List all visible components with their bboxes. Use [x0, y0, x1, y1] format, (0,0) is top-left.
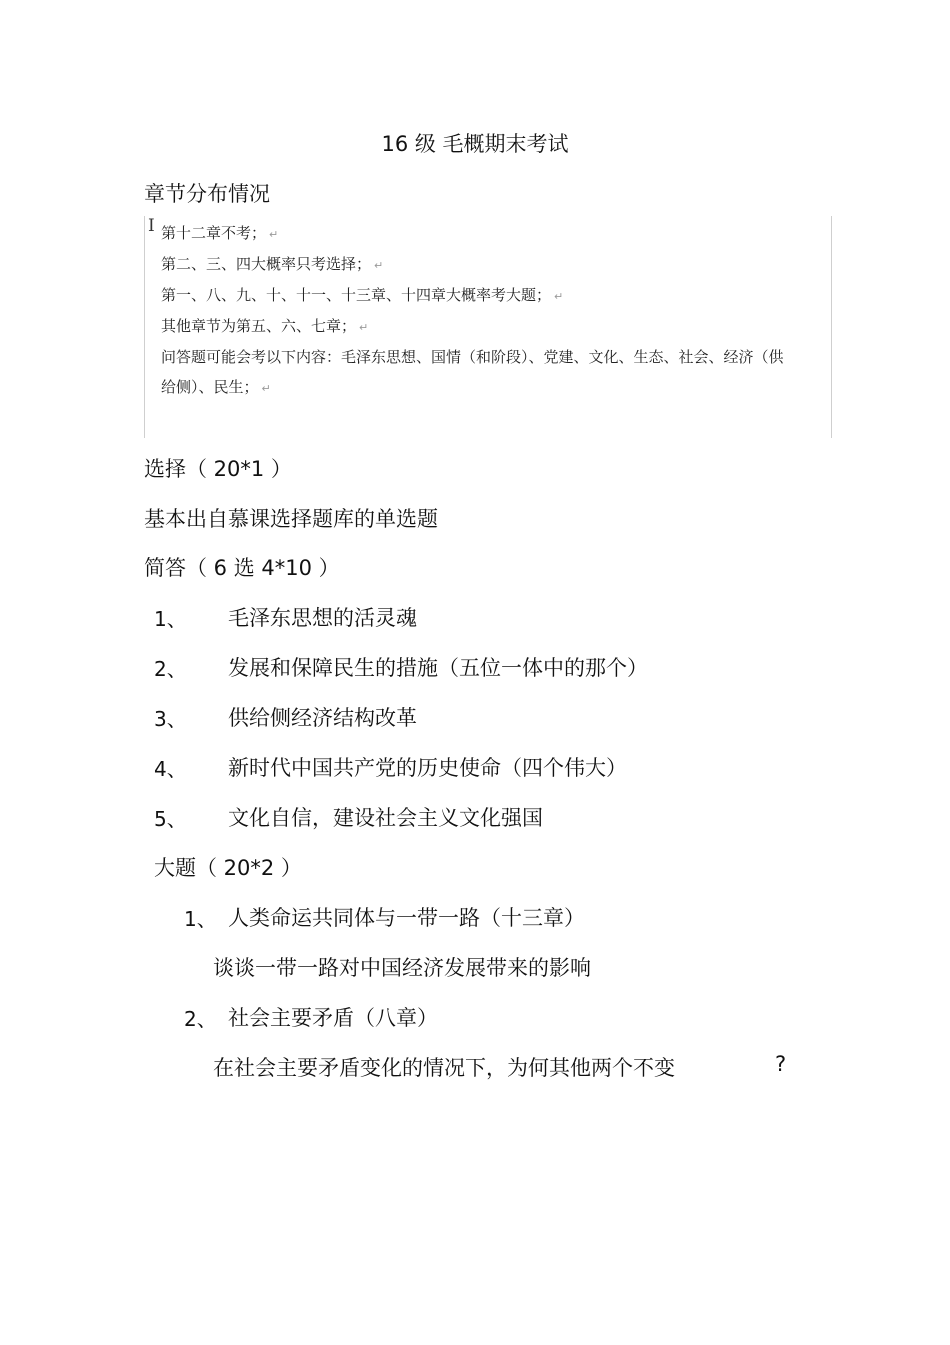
return-mark-icon: ↵: [374, 259, 384, 272]
return-mark-icon: ↵: [261, 382, 271, 395]
return-mark-icon: ↵: [359, 321, 369, 334]
list-item-number: 4、: [154, 757, 187, 781]
page-title: 16 级 毛概期末考试: [381, 132, 569, 156]
text-cursor-icon: I: [148, 216, 155, 236]
chapter-line: 第十二章不考； ↵: [161, 224, 279, 242]
list-item-sub: 谈谈一带一路对中国经济发展带来的影响: [213, 956, 591, 980]
chapter-heading: 章节分布情况: [144, 182, 270, 206]
list-item: 新时代中国共产党的历史使命（四个伟大）: [228, 756, 627, 780]
list-item: 文化自信，建设社会主义文化强国: [228, 806, 543, 830]
list-item-sub: 在社会主要矛盾变化的情况下，为何其他两个不变: [213, 1056, 675, 1080]
list-item-number: 1、: [184, 907, 217, 931]
chapter-line: 给侧）、民生； ↵: [161, 378, 271, 396]
short-answer-heading: 简答（ 6 选 4*10 ）: [144, 556, 340, 580]
list-item-number: 1、: [154, 607, 187, 631]
list-item: 供给侧经济结构改革: [228, 706, 417, 730]
list-item: 社会主要矛盾（八章）: [228, 1006, 438, 1030]
list-item: 毛泽东思想的活灵魂: [228, 606, 417, 630]
question-mark: ?: [775, 1052, 787, 1076]
list-item: 人类命运共同体与一带一路（十三章）: [228, 906, 585, 930]
list-item-number: 5、: [154, 807, 187, 831]
list-item: 发展和保障民生的措施（五位一体中的那个）: [228, 656, 648, 680]
return-mark-icon: ↵: [269, 228, 279, 241]
list-item-number: 2、: [184, 1007, 217, 1031]
choice-desc: 基本出自慕课选择题库的单选题: [144, 507, 438, 531]
chapter-line: 第一、八、九、十、十一、十三章、十四章大概率考大题； ↵: [161, 286, 564, 304]
chapter-line: 问答题可能会考以下内容：毛泽东思想、国情（和阶段）、党建、文化、生态、社会、经济（供: [161, 348, 784, 366]
chapter-box: [144, 216, 832, 438]
list-item-number: 3、: [154, 707, 187, 731]
list-item-number: 2、: [154, 657, 187, 681]
choice-heading: 选择（ 20*1 ）: [144, 457, 292, 481]
chapter-line: 第二、三、四大概率只考选择； ↵: [161, 255, 384, 273]
return-mark-icon: ↵: [554, 290, 564, 303]
essay-heading: 大题（ 20*2 ）: [154, 856, 302, 880]
chapter-line: 其他章节为第五、六、七章； ↵: [161, 317, 369, 335]
